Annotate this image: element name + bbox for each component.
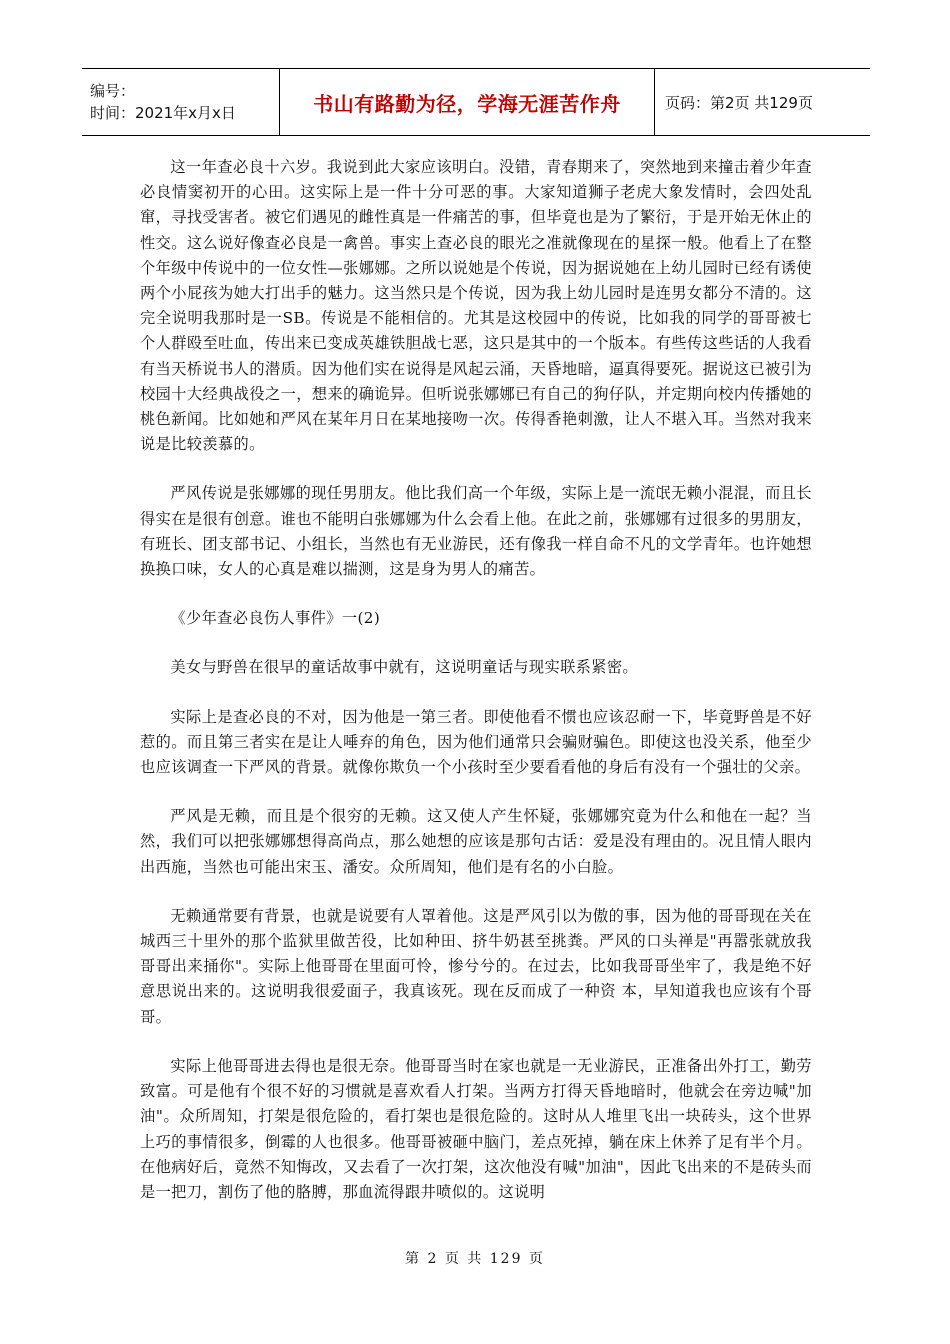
page-info: 页码：第2页 共129页: [665, 93, 813, 112]
paragraph: 这一年查必良十六岁。我说到此大家应该明白。没错，青春期来了，突然地到来撞击着少年查必良情窦初开的心田。这实际上是一件十分可恶的事。大家知道狮子老虎大象发情时，会四处乱窜，寻找受害者。被它们遇见的雌性真是一件痛苦的事，但毕竟也是为了繁衍，于是开始无休止的性交。这么说好像查必良是一禽兽。事实上查必良的眼光之准就像现在的星探一般。他看上了在整个年级中传说中的一位女性—张娜娜。之所以说她是个传说，因为据说她在上幼儿园时已经有诱使两个小屁孩为她大打出手的魅力。这当然只是个传说，因为我上幼儿园时是连男女都分不清的。这完全说明我那时是一SB。传说是不能相信的。尤其是这校园中的传说，比如我的同学的哥哥被七个人群殴至吐血，传出来已变成英雄铁胆战七恶，这只是其中的一个版本。有些传这些话的人我看有当天桥说书人的潜质。因为他们实在说得是风起云涌，天昏地暗，逼真得要死。据说这已被引为校园十大经典战役之一，想来的确诡异。但听说张娜娜已有自己的狗仔队，并定期向校内传播她的桃色新闻。比如她和严风在某年月日在某地接吻一次。传得香艳刺激，让人不堪入耳。当然对我来说是比较羡慕的。: [140, 158, 812, 454]
paragraph: 实际上他哥哥进去得也是很无奈。他哥哥当时在家也就是一无业游民，正准备出外打工，勤劳致富。可是他有个很不好的习惯就是喜欢看人打架。当两方打得天昏地暗时，他就会在旁边喊"加油"。众所周知，打架是很危险的，看打架也是很危险的。这时从人堆里飞出一块砖头，这个世界上巧的事情很多，倒霉的人也很多。他哥哥被砸中脑门，差点死掉，躺在床上休养了足有半个月。在他病好后，竟然不知悔改，又去看了一次打架，这次他没有喊"加油"，因此飞出来的不是砖头而是一把刀，割伤了他的胳膊，那血流得跟井喷似的。这说明: [140, 1056, 812, 1201]
paragraph: 严风传说是张娜娜的现任男朋友。他比我们高一个年级，实际上是一流氓无赖小混混，而且长得实在是很有创意。谁也不能明白张娜娜为什么会看上他。在此之前，张娜娜有过很多的男朋友，有班长、团支部书记、小组长，当然也有无业游民，还有像我一样自命不凡的文学青年。也许她想换换口味，女人的心真是难以揣测，这是身为男人的痛苦。: [140, 484, 812, 579]
header-meta: [82, 69, 280, 135]
paragraph: 实际上是查必良的不对，因为他是一第三者。即使他看不惯也应该忍耐一下，毕竟野兽是不好惹的。而且第三者实在是让人唾弃的角色，因为他们通常只会骗财骗色。即使这也没关系，他至少也应该调查一下严风的背景。就像你欺负一个小孩时至少要看看他的身后有没有一个强壮的父亲。: [140, 707, 812, 777]
paragraph: 美女与野兽在很早的童话故事中就有，这说明童话与现实联系紧密。: [170, 658, 639, 677]
date-line: 时间：2021年x月x日: [90, 104, 236, 122]
doc-number-label: 编号：: [90, 82, 136, 100]
document-body: [140, 155, 812, 1229]
section-title: 《少年查必良伤人事件》一(2): [170, 609, 381, 628]
motto: 书山有路勤为径，学海无涯苦作舟: [313, 91, 621, 116]
header-page-info: [655, 69, 870, 135]
page-header: [82, 68, 870, 136]
header-motto-cell: [280, 69, 655, 135]
paragraph: 严风是无赖，而且是个很穷的无赖。这又使人产生怀疑，张娜娜究竟为什么和他在一起？当然，我们可以把张娜娜想得高尚点，那么她想的应该是那句古话：爱是没有理由的。况且情人眼内出西施，当然也可能出宋玉、潘安。众所周知，他们是有名的小白脸。: [140, 807, 812, 876]
paragraph: 无赖通常要有背景，也就是说要有人罩着他。这是严风引以为傲的事，因为他的哥哥现在关在城西三十里外的那个监狱里做苦役，比如种田、挤牛奶甚至挑粪。严风的口头禅是"再嚣张就放我哥哥出来捅你"。实际上他哥哥在里面可怜，惨兮兮的。在过去，比如我哥哥坐牢了，我是绝不好意思说出来的。这说明我很爱面子，我真该死。现在反而成了一种资 本，早知道我也应该有个哥哥。: [140, 906, 812, 1026]
page-footer: 第 2 页 共 129 页: [405, 1251, 545, 1267]
